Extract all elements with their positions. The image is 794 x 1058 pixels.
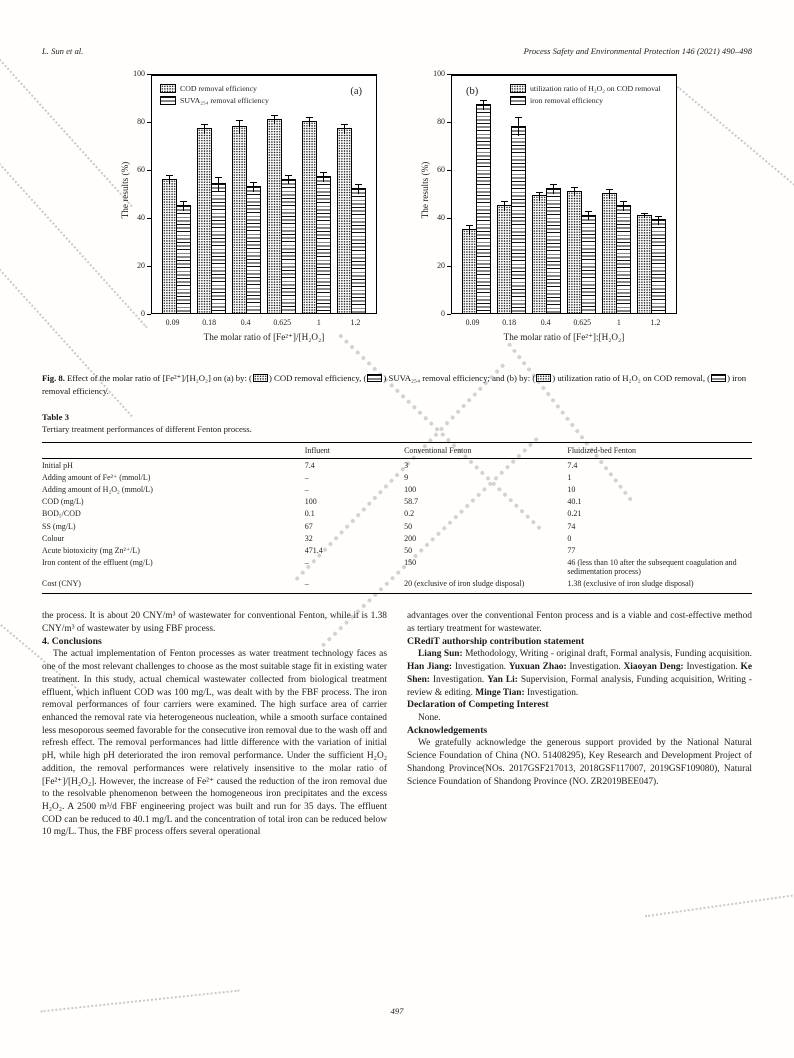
error-bar-cap: [166, 175, 173, 176]
cell-value: 7.4: [304, 460, 315, 470]
bar-hlines: [651, 219, 666, 313]
author-name: Han Jiang:: [407, 662, 453, 673]
x-tick-label: 0.18: [502, 318, 517, 327]
cell-value: 67: [304, 521, 313, 531]
legend-entry: [510, 96, 661, 105]
column-header: Influent: [305, 443, 404, 459]
x-tick-labels: [451, 318, 677, 327]
cell-value: 0.21: [567, 509, 582, 519]
table-label: Table 3: [42, 412, 69, 423]
bar-chart-panel-b: [411, 66, 683, 360]
bar-group: [267, 119, 296, 313]
bar-dots: [567, 191, 582, 313]
declaration-text: None.: [418, 713, 441, 723]
dots-pattern-swatch: [253, 374, 268, 382]
bar-hlines: [211, 183, 226, 313]
right-column: [407, 610, 752, 839]
author-roles: Investigation.: [429, 674, 488, 685]
error-bar-stem: [323, 172, 324, 182]
legend-label: iron removal efficiency: [530, 96, 604, 105]
author-roles: Investigation.: [524, 687, 579, 698]
x-tick-label: 0.09: [165, 318, 180, 327]
cell-value: 0.1: [304, 509, 315, 519]
cell-value: –: [305, 578, 404, 594]
cell-value: 7.4: [567, 460, 578, 470]
bar-dots: [462, 229, 477, 313]
y-tick-label: 100: [133, 69, 145, 78]
y-tick-label: 80: [137, 117, 145, 126]
section-heading-credit: CRediT authorship contribution statement: [407, 635, 585, 647]
y-axis-label: The results (%): [120, 161, 130, 219]
bar-hlines: [546, 188, 561, 313]
bar-group: [497, 126, 526, 313]
cell-value: 100: [304, 497, 317, 507]
panel-label: (a): [350, 86, 362, 97]
bar-dots: [162, 179, 177, 313]
bar-hlines: [316, 176, 331, 313]
column-header: Fluidized-bed Fenton: [567, 443, 752, 459]
figure-8-charts: [42, 66, 752, 360]
row-label: Adding amount of H₂O₂ (mmol/L): [42, 485, 153, 495]
x-tick-label: 0.4: [540, 318, 551, 327]
error-bar-stem: [183, 201, 184, 211]
y-tick-label: 0: [141, 309, 145, 318]
bar-group: [232, 126, 261, 313]
bar-hlines: [511, 126, 526, 313]
table-header-row: [42, 443, 752, 459]
caption-text: Effect of the molar ratio of [Fe²⁺]/[H₂O₂] on (a) by: (: [64, 373, 252, 383]
x-tick-label: 1.2: [350, 318, 361, 327]
x-tick-label: 1: [616, 318, 621, 327]
error-bar-stem: [539, 192, 540, 202]
error-bar-stem: [169, 175, 170, 185]
error-bar-cap: [466, 225, 473, 226]
column-header: [42, 443, 305, 459]
author-name: Yuxuan Zhao:: [508, 662, 567, 673]
cell-value: 74: [567, 521, 576, 531]
bar-dots: [337, 128, 352, 313]
x-tick-labels: [151, 318, 377, 327]
bar-hlines: [246, 186, 261, 313]
error-bar-stem: [469, 225, 470, 235]
panel-label: (b): [466, 86, 479, 97]
error-bar-stem: [288, 175, 289, 185]
bar-group: [602, 193, 631, 313]
journal-citation: Process Safety and Environmental Protection 146 (2021) 490–498: [523, 46, 752, 56]
error-bar-stem: [574, 187, 575, 197]
section-heading-declaration: Declaration of Competing Interest: [407, 699, 549, 711]
bar-group: [637, 215, 666, 313]
author-name: Ke Shen:: [407, 662, 753, 685]
row-label: Adding amount of Fe²⁺ (mmol/L): [42, 472, 151, 482]
caption-text: ) COD removal efficiency, (: [268, 373, 367, 383]
table-body: [42, 459, 752, 594]
cell-value: 0: [567, 533, 572, 543]
error-bar-cap: [550, 184, 557, 185]
bar-groups: [452, 76, 676, 313]
hlines-pattern-swatch: [160, 96, 176, 105]
x-tick-label: 0.18: [202, 318, 217, 327]
error-bar-stem: [504, 201, 505, 211]
table-header: [42, 443, 752, 459]
row-label: BOD₅/COD: [42, 509, 81, 519]
error-bar-stem: [483, 100, 484, 110]
caption-text: ) utilization ratio of H₂O₂ on COD removal, (: [552, 373, 711, 383]
error-bar-cap: [480, 100, 487, 101]
bar-dots: [602, 193, 617, 313]
page-header: [42, 46, 752, 56]
error-bar-cap: [536, 192, 543, 193]
caption-text: ) SUVA₂₅₄ removal efficiency; and (b) by: (: [383, 373, 536, 383]
cell-value: –: [304, 558, 309, 568]
error-bar-cap: [515, 117, 522, 118]
error-bar-cap: [320, 172, 327, 173]
y-tick-label: 20: [137, 261, 145, 270]
cell-value: 1: [567, 472, 572, 482]
figure-8-caption: [42, 372, 752, 398]
error-bar-stem: [204, 124, 205, 134]
bar-hlines: [351, 188, 366, 313]
plot-area: [151, 74, 377, 314]
error-bar-stem: [274, 115, 275, 125]
y-tick-label: 60: [437, 165, 445, 174]
bar-groups: [152, 76, 376, 313]
cell-value: 471.4: [304, 546, 323, 555]
legend-label: SUVA₂₅₄ removal efficiency: [180, 96, 269, 105]
cell-value: 77: [567, 546, 576, 555]
bar-group: [462, 104, 491, 313]
cell-value: 20 (exclusive of iron sludge disposal): [404, 578, 567, 594]
row-label: Cost (CNY): [42, 578, 305, 594]
y-tick-label: 80: [437, 117, 445, 126]
paragraph: advantages over the conventional Fenton process and is a viable and cost-effective method as tertiary treatment for wastewater.: [407, 611, 752, 635]
table-row: [42, 578, 752, 594]
legend-label: COD removal efficiency: [180, 84, 257, 93]
table-row: [42, 471, 752, 483]
bar-hlines: [581, 215, 596, 313]
chart-legend: [510, 84, 661, 105]
y-tick-label: 100: [433, 69, 445, 78]
bar-hlines: [176, 205, 191, 313]
table-row: [42, 557, 752, 578]
bar-dots: [532, 195, 547, 313]
hlines-pattern-swatch: [711, 374, 726, 382]
caption-text: ) iron removal efficiency.: [42, 373, 747, 397]
author-roles: Investigation.: [683, 662, 741, 673]
cell-value: 58.7: [404, 497, 419, 507]
table-3-grid: [42, 442, 752, 594]
bar-group: [162, 179, 191, 313]
cell-value: 100: [404, 485, 417, 495]
row-label: COD (mg/L): [42, 497, 84, 507]
bar-dots: [497, 205, 512, 313]
error-bar-cap: [355, 184, 362, 185]
error-bar-stem: [253, 182, 254, 192]
x-axis-label: The molar ratio of [Fe²⁺]:[H₂O₂]: [503, 332, 625, 342]
row-label: Colour: [42, 533, 65, 543]
bar-chart-panel-a: [111, 66, 383, 360]
legend-entry: [510, 84, 661, 93]
hlines-pattern-swatch: [367, 374, 382, 382]
legend-label: utilization ratio of H₂O₂ on COD removal: [530, 84, 661, 93]
error-bar-stem: [309, 117, 310, 127]
left-column: [42, 610, 387, 839]
author-name: Xiaoyan Deng:: [623, 662, 684, 673]
bar-dots: [197, 128, 212, 313]
author-roles: Investigation.: [452, 662, 509, 673]
y-tick-label: 40: [137, 213, 145, 222]
cell-value: 0.2: [404, 509, 415, 519]
y-tick-label: 40: [437, 213, 445, 222]
dots-pattern-swatch: [536, 374, 551, 382]
error-bar-stem: [623, 201, 624, 211]
error-bar-stem: [518, 117, 519, 136]
caption-label: Fig. 8.: [42, 373, 65, 383]
table-row: [42, 544, 752, 556]
bar-dots: [302, 121, 317, 313]
legend-entry: [160, 84, 269, 93]
error-bar-stem: [239, 120, 240, 134]
error-bar-cap: [306, 117, 313, 118]
error-bar-stem: [609, 189, 610, 199]
cell-value: 150: [404, 558, 417, 568]
table-3: [42, 412, 752, 594]
dots-pattern-swatch: [510, 84, 526, 93]
column-header: Conventional Fenton: [404, 443, 567, 459]
x-tick-label: 0.625: [573, 318, 592, 327]
table-row: [42, 532, 752, 544]
page-number: 497: [390, 1006, 404, 1016]
error-bar-stem: [588, 211, 589, 221]
author-roles: Investigation.: [566, 662, 624, 673]
error-bar-stem: [658, 216, 659, 226]
plot-area: [451, 74, 677, 314]
x-tick-label: 0.625: [273, 318, 292, 327]
row-label: SS (mg/L): [42, 521, 76, 531]
y-tick-label: 0: [441, 309, 445, 318]
cell-value: 3: [404, 460, 409, 470]
error-bar-cap: [285, 175, 292, 176]
error-bar-cap: [180, 201, 187, 202]
error-bar-stem: [218, 177, 219, 191]
cell-value: 46 (less than 10 after the subsequent coagulation and sedimentation process): [567, 558, 737, 577]
table-caption: Tertiary treatment performances of different Fenton process.: [42, 424, 252, 435]
table-row: [42, 520, 752, 532]
bar-group: [197, 128, 226, 313]
author-roles: Methodology, Writing - original draft, Formal analysis, Funding acquisition.: [462, 649, 752, 660]
bar-hlines: [281, 179, 296, 313]
y-tick-label: 20: [437, 261, 445, 270]
table-row: [42, 483, 752, 495]
running-authors: L. Sun et al.: [42, 46, 84, 56]
error-bar-cap: [571, 187, 578, 188]
y-tick-label: 60: [137, 165, 145, 174]
cell-value: 32: [304, 533, 313, 543]
error-bar-cap: [271, 115, 278, 116]
chart-legend: [160, 84, 269, 105]
legend-entry: [160, 96, 269, 105]
error-bar-cap: [215, 177, 222, 178]
cell-value: 50: [404, 546, 413, 555]
error-bar-cap: [606, 189, 613, 190]
bar-dots: [637, 215, 652, 313]
author-roles: Supervision, Formal analysis, Funding acquisition, Writing - review & editing.: [407, 674, 752, 698]
row-label: Iron content of the effluent (mg/L): [42, 558, 153, 568]
error-bar-cap: [641, 213, 648, 214]
bar-group: [567, 191, 596, 313]
error-bar-cap: [341, 124, 348, 125]
y-axis-label: The results (%): [420, 161, 430, 219]
author-name: Liang Sun:: [418, 649, 463, 660]
cell-value: –: [304, 485, 309, 495]
dots-pattern-swatch: [160, 84, 176, 93]
section-heading-acknowledgements: Acknowledgements: [407, 724, 488, 736]
paragraph: the process. It is about 20 CNY/m³ of wastewater for conventional Fenton, while it is 1.38 CNY/m³ of wastewater by using FBF process.: [42, 611, 387, 635]
error-bar-cap: [585, 211, 592, 212]
bar-group: [302, 121, 331, 313]
cell-value: 10: [567, 485, 576, 495]
error-bar-stem: [553, 184, 554, 194]
author-name: Yan Li:: [487, 674, 518, 685]
x-tick-label: 1.2: [650, 318, 661, 327]
error-bar-cap: [201, 124, 208, 125]
cell-value: 50: [404, 521, 413, 531]
cell-value: 9: [404, 472, 409, 482]
bar-group: [337, 128, 366, 313]
x-axis-label: The molar ratio of [Fe²⁺]/[H₂O₂]: [203, 332, 325, 342]
conclusions-paragraph: The actual implementation of Fenton processes as water treatment technology faces as one of the most relevant challenges to choose as the most suitable stage fit in existing water treatment. In this study, actual chemical wastewater collected from biological treatment effluent, which influent COD was 100 mg/L, was dealt with by the FBF process. The iron removal performances of four carriers were examined. The high surface area of carrier enhanced the removal rate via heterogeneous nucleation, while a smooth surface contained less mesoporous seemed favorable for the consecutive iron removal due to the wash off and refresh effect. The removal performances had little difference with the variation of initial pH, while high pH deteriorated the iron removal performance. Under the sufficient H₂O₂ addition, the removal performances were relatively insensitive to the molar ratio of [Fe²⁺]/[H₂O₂]. However, the increase of Fe²⁺ caused the reduction of the iron removal due to the resolvable phenomenon between the homogeneous iron precipitates and the excess H₂O₂. A 2500 m³/d FBF engineering project was built and run for 35 days. The effluent COD can be reduced to 40.1 mg/L and the concentration of total iron can be reduced below 10 mg/L. Thus, the FBF process offers several operational: [42, 649, 387, 838]
section-heading-conclusions: 4. Conclusions: [42, 635, 102, 647]
error-bar-cap: [501, 201, 508, 202]
cell-value: 40.1: [567, 497, 582, 507]
hlines-pattern-swatch: [510, 96, 526, 105]
x-tick-label: 0.4: [240, 318, 251, 327]
credit-paragraph: [407, 648, 752, 699]
row-label: Initial pH: [42, 460, 73, 470]
error-bar-cap: [236, 120, 243, 121]
row-label: Acute biotoxicity (mg Zn²⁺/L): [42, 546, 140, 555]
cell-value: –: [304, 472, 309, 482]
x-tick-label: 0.09: [465, 318, 480, 327]
error-bar-stem: [358, 184, 359, 194]
bar-group: [532, 188, 561, 313]
table-row: [42, 459, 752, 472]
error-bar-cap: [655, 216, 662, 217]
cell-value: 200: [404, 533, 417, 543]
cell-value: 1.38 (exclusive of iron sludge disposal): [567, 578, 752, 594]
bar-dots: [232, 126, 247, 313]
bar-dots: [267, 119, 282, 313]
table-row: [42, 508, 752, 520]
bar-hlines: [476, 104, 491, 313]
acknowledgements-paragraph: We gratefully acknowledge the generous support provided by the National Natural Science Foundation of China (NO. 51408295), Key Research and Development Project of Shandong Province(NOs. 2017GSF217013, 2018GSF117007, 2019GSF109080), Natural Science Foundation of Shandong Province (NO. ZR2019BEE047).: [407, 738, 752, 787]
author-name: Minge Tian:: [475, 687, 525, 698]
table-row: [42, 496, 752, 508]
error-bar-stem: [344, 124, 345, 134]
error-bar-cap: [250, 182, 257, 183]
bar-hlines: [616, 205, 631, 313]
error-bar-cap: [620, 201, 627, 202]
x-tick-label: 1: [316, 318, 321, 327]
